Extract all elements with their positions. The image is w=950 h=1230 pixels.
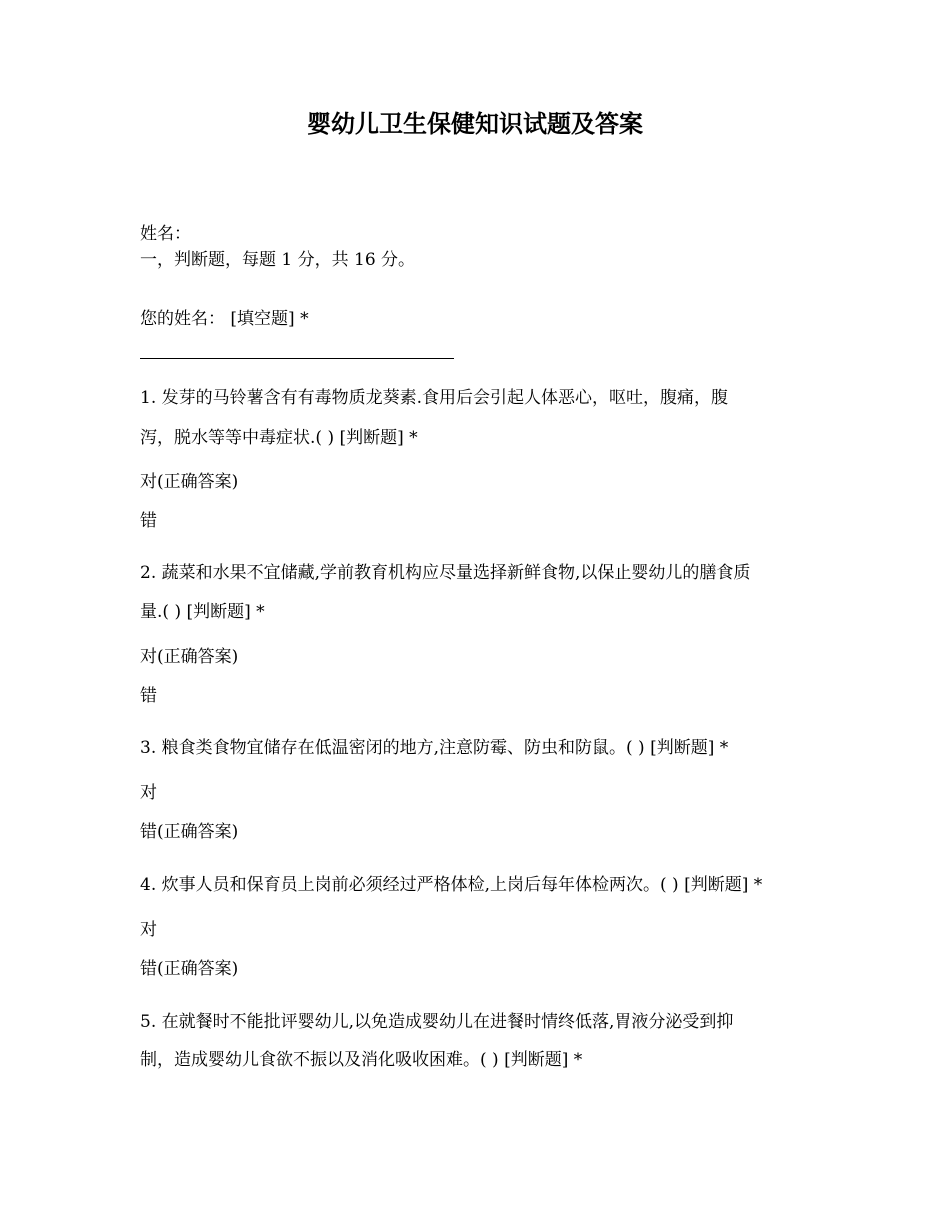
question-2-option-1[interactable]: 对(正确答案) xyxy=(140,647,239,667)
page-title: 婴幼儿卫生保健知识试题及答案 xyxy=(307,109,643,138)
name-question: 您的姓名： [填空题] * xyxy=(140,309,309,329)
section-heading: 一，判断题，每题 1 分，共 16 分。 xyxy=(140,250,416,270)
question-5-line-1: 5. 在就餐时不能批评婴幼儿,以免造成婴幼儿在进餐时情终低落,胃液分泌受到抑 xyxy=(140,1012,734,1032)
question-5-line-2: 制，造成婴幼儿食欲不振以及消化吸收困难。( ) [判断题] * xyxy=(140,1050,583,1070)
question-1-option-2[interactable]: 错 xyxy=(140,511,157,531)
question-2-line-2: 量.( ) [判断题] * xyxy=(140,602,265,622)
question-1-line-2: 泻，脱水等等中毒症状.( ) [判断题] * xyxy=(140,428,418,448)
question-3-option-2[interactable]: 错(正确答案) xyxy=(140,822,239,842)
name-label: 姓名： xyxy=(140,224,191,244)
question-1-option-1[interactable]: 对(正确答案) xyxy=(140,472,239,492)
question-3-option-1[interactable]: 对 xyxy=(140,783,157,803)
question-4-option-2[interactable]: 错(正确答案) xyxy=(140,959,239,979)
question-4-option-1[interactable]: 对 xyxy=(140,920,157,940)
question-2-line-1: 2. 蔬菜和水果不宜储藏,学前教育机构应尽量选择新鲜食物,以保止婴幼儿的膳食质 xyxy=(140,563,751,583)
question-3-line-1: 3. 粮食类食物宜储存在低温密闭的地方,注意防霉、防虫和防鼠。( ) [判断题] * xyxy=(140,738,729,758)
question-1-line-1: 1. 发芽的马铃薯含有有毒物质龙葵素.食用后会引起人体恶心，呕吐，腹痛，腹 xyxy=(140,388,729,408)
question-4-line-1: 4. 炊事人员和保育员上岗前必须经过严格体检,上岗后每年体检两次。( ) [判断题] * xyxy=(140,875,763,895)
name-answer-blank[interactable] xyxy=(140,358,454,359)
question-2-option-2[interactable]: 错 xyxy=(140,686,157,706)
